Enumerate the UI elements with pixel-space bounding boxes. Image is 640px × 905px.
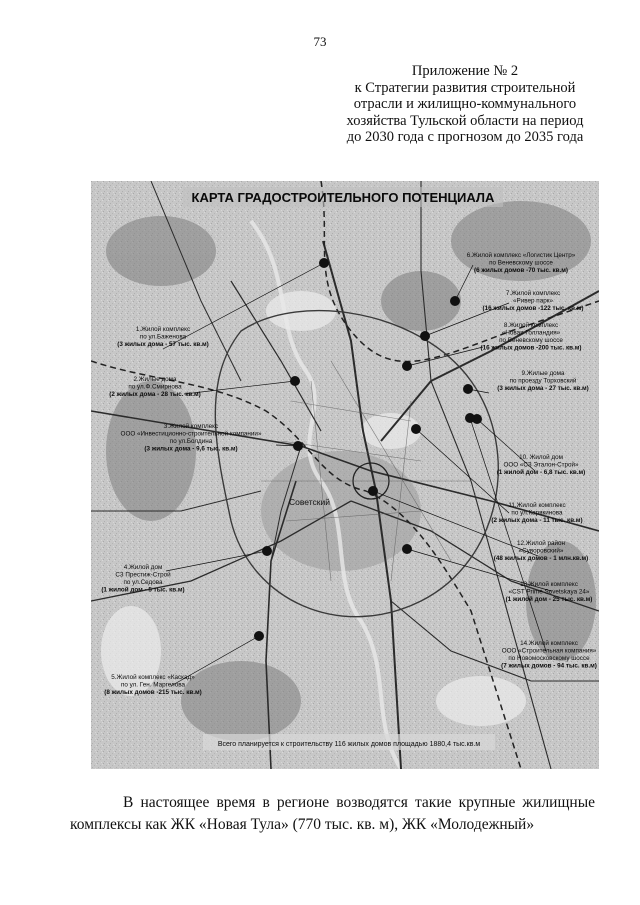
project-label-line: по ул.Карякинова <box>511 509 563 517</box>
project-label-line: 8.Жилой комплекс <box>503 322 559 329</box>
project-label-line: 10. Жилой дом <box>519 454 563 461</box>
project-label-line: 11.Жилой комплекс <box>508 502 566 509</box>
project-label-line: 2.Жилые дома <box>133 376 177 383</box>
district-label: Советский <box>289 497 330 507</box>
project-label-line: по Веневскому шоссе <box>489 259 553 267</box>
project-label-line: 9.Жилые дома <box>521 370 565 377</box>
project-marker-11 <box>411 424 421 434</box>
project-label-line: «CST Prime Sovetskaya 24» <box>508 588 590 596</box>
map-canvas <box>91 181 599 769</box>
project-label-line: (3 жилых дома - 9,6 тыс. кв.м) <box>144 445 238 453</box>
project-label-line: 4.Жилой дом <box>123 564 163 571</box>
project-marker-2 <box>290 376 300 386</box>
project-marker-5 <box>254 631 264 641</box>
project-label-line: (3 жилых дома - 27 тыс. кв.м) <box>497 385 589 392</box>
appendix-header <box>300 63 630 146</box>
project-marker-14 <box>465 413 475 423</box>
appendix-line: хозяйства Тульской области на период <box>346 112 584 129</box>
page-number: 73 <box>313 34 327 49</box>
project-label-line: по проезду Торховский <box>509 377 577 385</box>
appendix-line: к Стратегии развития строительной <box>354 79 576 96</box>
project-marker-8 <box>402 361 412 371</box>
project-label-line: 12.Жилой район <box>516 540 566 547</box>
project-label-line: по Новомосковскому шоссе <box>508 655 590 662</box>
project-marker-1 <box>319 258 329 268</box>
project-label-line: (6 жилых домов -70 тыс. кв.м) <box>474 267 568 274</box>
project-label-line: ООО «СЗ Эталон-Строй» <box>503 461 579 469</box>
urban-potential-map <box>91 181 599 769</box>
project-label-line: 6.Жилой комплекс «Логистик Центр» <box>466 252 576 259</box>
appendix-line: до 2030 года с прогнозом до 2035 года <box>346 129 584 145</box>
project-label-line: «Суворовский» <box>518 547 564 555</box>
project-marker-6 <box>450 296 460 306</box>
project-label-line: по ул. Ген. Маргелова <box>120 681 186 689</box>
project-label-line: (48 жилых домов - 1 млн.кв.м) <box>493 555 589 562</box>
project-label-line: (1 жилой дом - 5 тыс. кв.м) <box>101 586 185 594</box>
project-label-line: (1 жилой дом - 25 тыс. кв.м) <box>505 596 593 603</box>
project-marker-9 <box>463 384 473 394</box>
project-label-line: (3 жилых дома - 57 тыс. кв.м) <box>117 341 209 348</box>
project-label-line: (2 жилых дома - 11 тыс. кв.м) <box>491 517 583 524</box>
project-label-line: «Ривер парк» <box>513 297 553 305</box>
project-marker-4 <box>262 546 272 556</box>
appendix-line: отрасли и жилищно-коммунального <box>353 96 577 112</box>
map-title: КАРТА ГРАДОСТРОИТЕЛЬНОГО ПОТЕНЦИАЛА <box>191 190 495 205</box>
project-label-line: 14.Жилой комплекс <box>520 640 578 647</box>
project-marker-7 <box>420 331 430 341</box>
project-label-line: ООО «Инвестиционно-строительной компании» <box>120 430 262 438</box>
project-label-line: по ул.Седова <box>123 579 163 586</box>
project-label-line: (8 жилых домов -215 тыс. кв.м) <box>104 689 202 696</box>
project-label-line: «Новая Голландия» <box>501 329 561 337</box>
project-label-line: (2 жилых дома - 28 тыс. кв.м) <box>109 391 201 398</box>
project-label-line: 1.Жилой комплекс <box>135 326 191 333</box>
map-footer: Всего планируется к строительству 116 жилых домов площадью 1880,4 тыс.кв.м <box>217 741 481 748</box>
project-label-line: ООО «Строительная компания» <box>501 647 597 655</box>
project-marker-13 <box>402 544 412 554</box>
project-marker-3 <box>293 441 303 451</box>
project-label-line: по ул.Ф.Смирнова <box>128 383 182 391</box>
project-label-line: по Веневскому шоссе <box>499 337 563 344</box>
project-label-line: 5.Жилой комплекс «Каскад» <box>111 674 195 681</box>
project-label-line: (1 жилой дом - 6,8 тыс. кв.м) <box>496 469 586 476</box>
project-label-line: по ул.Болдина <box>169 438 213 445</box>
project-label-line: СЗ Престиж-Строй <box>115 571 171 579</box>
project-label-line: (16 жилых домов -122 тыс. кв.м) <box>482 305 584 312</box>
appendix-line: Приложение № 2 <box>411 63 519 79</box>
project-label-line: (7 жилых домов - 94 тыс. кв.м) <box>501 662 597 670</box>
project-label-line: 13.Жилой комплекс <box>520 581 578 588</box>
project-label-line: (16 жилых домов -200 тыс. кв.м) <box>480 344 582 352</box>
project-label-line: 7.Жилой комплекс <box>505 290 561 297</box>
project-marker-12 <box>368 486 378 496</box>
project-label-line: по ул.Баженова <box>139 333 187 341</box>
body-paragraph: В настоящее время в регионе возводятся такие крупные жилищные комплексы как ЖК «Новая Тула» (770 тыс. кв. м), ЖК «Молодежный» <box>70 794 595 833</box>
project-label-line: 3.Жилой комплекс <box>163 423 219 430</box>
